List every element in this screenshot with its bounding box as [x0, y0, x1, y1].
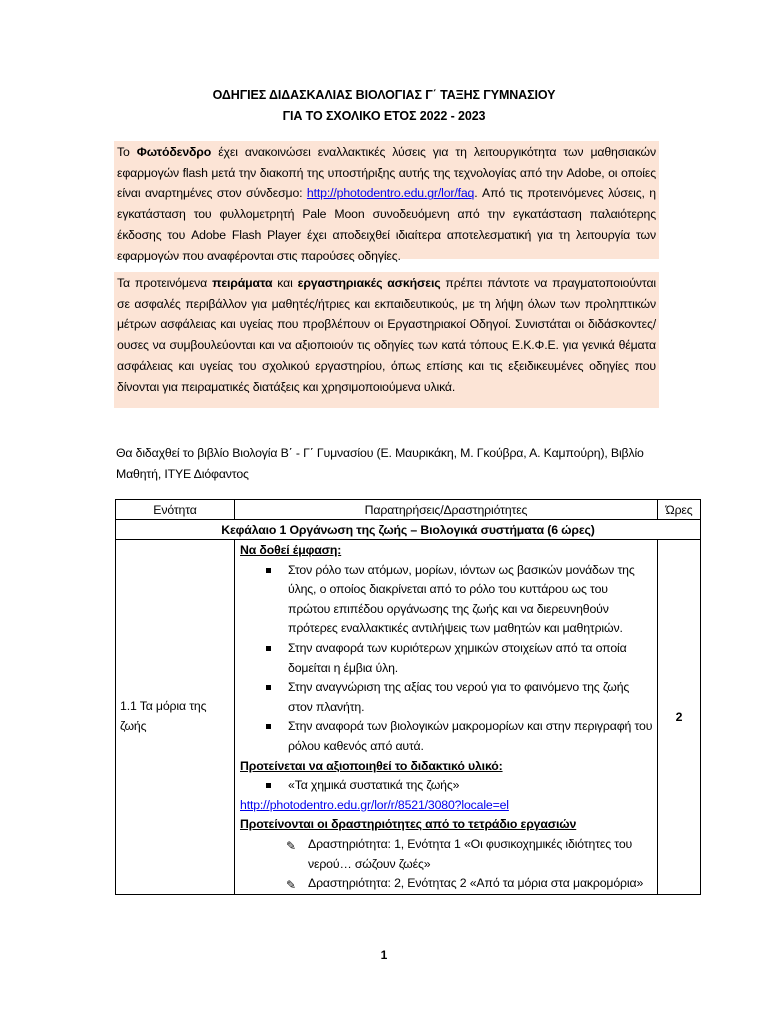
- list-item: Στην αναγνώριση της αξίας του νερού για το φαινόμενο της ζωής στον πλανήτη.: [240, 678, 653, 717]
- activity-text: Δραστηριότητα: 1, Ενότητα 1 «Οι φυσικοχημικές ιδιότητες του νερού… σώζουν ζωές»: [308, 836, 633, 871]
- list-item: Στην αναφορά των βιολογικών μακρομορίων και στην περιγραφή του ρόλου καθενός από αυτά.: [240, 717, 653, 756]
- pencil-icon: ✎: [286, 838, 296, 853]
- chapter-title: Κεφάλαιο 1 Οργάνωση της ζωής – Βιολογικά συστήματα (6 ώρες): [116, 520, 701, 540]
- notice-text-end: . Από τις προτεινόμενες λύσεις, η εγκατάσταση του φυλλομετρητή Pale Moon συνοδευόμενη από την εγκατάσταση παλαιότερης έκδοσης του Adobe Flash Player έχει αποδειχθεί ιδιαίτερα αποτελεσματική για τη λειτουργία των εφαρμογών που αναφέρονται στις παρούσες οδηγίες.: [117, 186, 656, 263]
- textbook-info: Θα διδαχθεί το βιβλίο Βιολογία Β΄ - Γ΄ Γυμνασίου (Ε. Μαυρικάκη, Μ. Γκούβρα, Α. Καμπούρη), Βιβλίο Μαθητή, ΙΤΥΕ Διόφαντος: [116, 446, 644, 481]
- safety-notice-box: [114, 272, 659, 408]
- emphasis-list: [240, 561, 653, 757]
- experiments-bold: πειράματα: [212, 276, 273, 290]
- activities-cell: [235, 540, 658, 895]
- list-item: Στον ρόλο των ατόμων, μορίων, ιόντων ως βασικών μονάδων της ύλης, ο οποίος διακρίνεται από το ρόλο του κυττάρου ως του πρώτου επιπέδου οργάνωσης της ζωής και να διερευνηθούν πρότερες εναλλακτικές αντιλήψεις των μαθητών και μαθητριών.: [240, 561, 653, 639]
- hours-cell: 2: [658, 540, 701, 895]
- safety-text-1: Τα προτεινόμενα: [117, 276, 213, 290]
- curriculum-table: [115, 499, 701, 895]
- material-link[interactable]: http://photodentro.edu.gr/lor/r/8521/3080?locale=el: [240, 797, 509, 812]
- unit-cell: 1.1 Τα μόρια της ζωής: [116, 540, 235, 895]
- notice-text-start: Το: [117, 145, 137, 159]
- list-item: [240, 835, 653, 874]
- material-heading: Προτείνεται να αξιοποιηθεί το διδακτικό υλικό:: [240, 758, 503, 773]
- chapter-row: [116, 520, 701, 540]
- table-row: [116, 540, 701, 895]
- notice-text: έχει ανακοινώσει εναλλακτικές λύσεις για τη λειτουργικότητα των μαθησιακών εφαρμογών flash μετά την διακοπή της υποστήριξης αυτής της τεχνολογίας από την Adobe, οι οποίες είναι αναρτημένες στον σύνδεσμο:: [117, 145, 656, 201]
- header-unit: Ενότητα: [116, 500, 235, 520]
- flash-notice-box: [114, 141, 659, 263]
- header-hours: Ώρες: [658, 500, 701, 520]
- list-item: «Τα χημικά συστατικά της ζωής»: [240, 776, 653, 796]
- pencil-icon: ✎: [286, 878, 296, 893]
- page-number: 1: [380, 948, 388, 962]
- document-title: ΟΔΗΓΙΕΣ ΔΙΔΑΣΚΑΛΙΑΣ ΒΙΟΛΟΓΙΑΣ Γ΄ ΤΑΞΗΣ ΓΥΜΝΑΣΙΟΥ: [212, 88, 556, 102]
- header-activities: Παρατηρήσεις/Δραστηριότητες: [235, 500, 658, 520]
- safety-text-2: και: [272, 276, 298, 290]
- faq-link[interactable]: http://photodentro.edu.gr/lor/faq: [306, 186, 475, 201]
- photodentro-bold: Φωτόδενδρο: [136, 145, 212, 159]
- table-header-row: [116, 500, 701, 520]
- safety-text-3: πρέπει πάντοτε να πραγματοποιούνται σε ασφαλές περιβάλλον για μαθητές/ήτριες και εκπαιδευτικούς, με τη λήψη όλων των προληπτικών μέτρων ασφάλειας και υγείας που προβλέπουν οι Εργαστηριακοί Οδηγοί. Συνιστάται οι διδάσκοντες/ουσες να συμβουλεύονται και να αξιοποιούν τις οδηγίες των κατά τόπους Ε.Κ.Φ.Ε. για γενικά θέματα ασφάλειας και υγείας του σχολικού εργαστηρίου, όπως επίσης και τις εξειδικευμένες οδηγίες που δίνονται για πειραματικές διατάξεις και χρησιμοποιούμενα υλικά.: [117, 276, 656, 394]
- list-item: Στην αναφορά των κυριότερων χημικών στοιχείων από τα οποία δομείται η έμβια ύλη.: [240, 639, 653, 678]
- lab-exercises-bold: εργαστηριακές ασκήσεις: [297, 276, 441, 290]
- activities-heading: Προτείνονται οι δραστηριότητες από το τετράδιο εργασιών: [240, 817, 577, 832]
- activities-list: [240, 835, 653, 894]
- list-item: [240, 874, 653, 894]
- activity-text: Δραστηριότητα: 2, Ενότητας 2 «Από τα μόρια στα μακρομόρια»: [308, 876, 644, 891]
- emphasis-heading: Να δοθεί έμφαση:: [240, 543, 342, 557]
- school-year-title: ΓΙΑ ΤΟ ΣΧΟΛΙΚΟ ΕΤΟΣ 2022 - 2023: [282, 109, 486, 123]
- material-list: [240, 776, 653, 796]
